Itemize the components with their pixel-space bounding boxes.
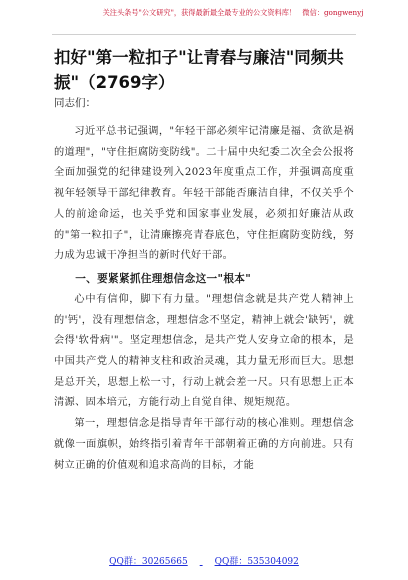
footer-qq-group-2[interactable]: QQ群：535304092 [214, 557, 299, 567]
body-paragraph: 第一，理想信念是指导青年干部行动的核心准则。理想信念就像一面旗帜，始终指引着青年干部朝着正确的方向前进。只有树立正确的价值观和追求高尚的目标，才能 [54, 418, 354, 471]
banner-wechat-text: 微信：gongwenyj [302, 8, 364, 17]
header-divider [52, 34, 356, 35]
body-paragraph: 习近平总书记强调，"年轻干部必须牢记清廉是福、贪欲是祸的道理"，"守住拒腐防变防线"。二十届中央纪委二次全会公报将全面加强党的纪律建设列入2023年度重点工作，并强调高度重视年轻领导干部纪律教育。年轻干部能否廉洁自律，不仅关乎个人的前途命运，也关乎党和国家事业发展，必须扣好廉洁从政的"第一粒扣子"，让清廉擦亮青春底色，守住拒腐防变防线，努力成为忠诚干净担当的新时代好干部。 [54, 126, 354, 262]
salutation: 同志们： [54, 97, 96, 109]
footer-contact [0, 556, 408, 568]
body-paragraph: 心中有信仰，脚下有力量。"理想信念就是共产党人精神上的'钙'，没有理想信念，理想信念不坚定，精神上就会'缺钙'，就会得'软骨病'"。坚定理想信念，是共产党人安身立命的根本，是中国共产党人的精神支柱和政治灵魂，其力量无形而巨大。思想是总开关，思想上松一寸，行动上就会差一尺。只有思想上正本清源、固本培元，方能行动上自觉自律、规矩规范。 [54, 293, 354, 409]
footer-qq-group-1[interactable]: QQ群：30265665 [109, 557, 188, 567]
document-title: 扣好"第一粒扣子"让青春与廉洁"同频共振"（2769字） [54, 48, 344, 92]
section-heading: 一、要紧紧抓住理想信念这一"根本" [75, 272, 252, 285]
banner-promo-text: 关注头条号"公文研究"，获得最新最全最专业的公文资料库！ [102, 8, 297, 17]
header-banner [72, 8, 394, 18]
document-body [54, 122, 354, 476]
